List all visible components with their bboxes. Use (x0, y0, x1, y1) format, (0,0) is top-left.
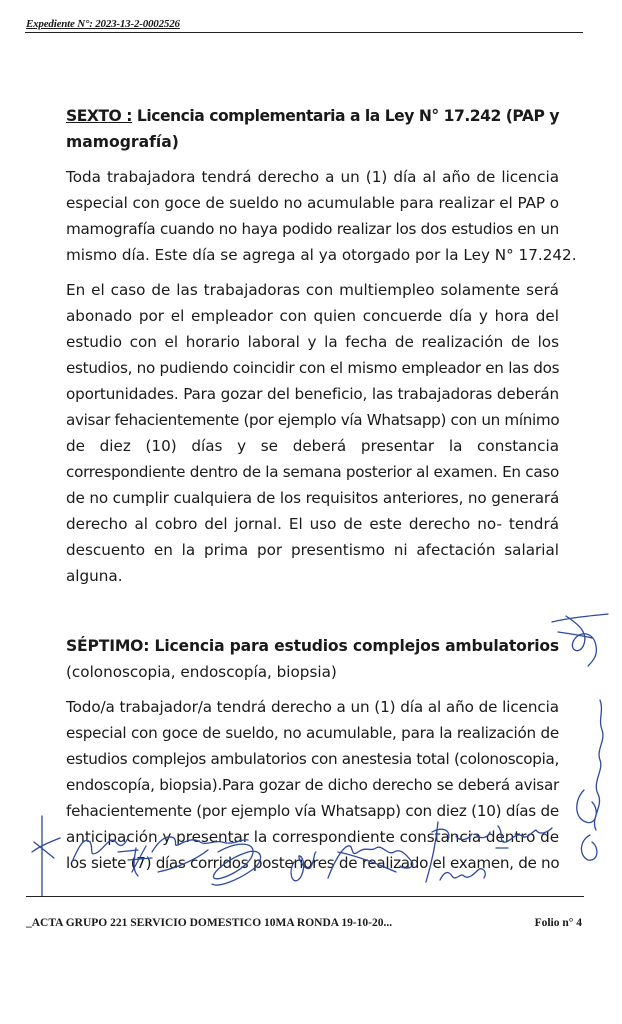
text-line: fehacientemente (por ejemplo vía Whatsapp) con diez (10) días de (66, 802, 559, 820)
text-line: especial con goce de sueldo no acumulable para realizar el PAP o (66, 194, 559, 212)
text-line: especial con goce de sueldo, no acumulable, para la realización de (66, 724, 559, 742)
signature-row (28, 812, 568, 896)
footer-divider (26, 896, 584, 897)
section-septimo-heading (66, 633, 559, 659)
folio-number: Folio n° 4 (534, 917, 582, 929)
text-line: de diez (10) días y se deberá presentar la constancia (66, 437, 559, 455)
text-line: estudios complejos ambulatorios con anestesia total (colonoscopia, (66, 750, 559, 768)
section-subtitle: (colonoscopia, endoscopía, biopsia) (66, 663, 337, 681)
paragraph (66, 277, 559, 589)
text-line: de no cumplir cualquiera de los requisitos anteriores, no generará (66, 489, 560, 507)
text-line: anticipación y presentar la correspondiente constancia dentro de (66, 828, 560, 846)
text-line: derecho al cobro del jornal. El uso de este derecho no- tendrá (66, 515, 559, 533)
text-line: descuento en la prima por presentismo ni afectación salarial (66, 541, 559, 559)
section-title: Licencia complementaria a la Ley N° 17.242 (PAP y (132, 107, 559, 125)
heading-line: mamografía) (66, 133, 179, 151)
section-label: SEXTO : (66, 107, 132, 125)
text-line: estudio con el horario laboral y la fecha de realización de los (66, 333, 559, 351)
text-line: mamografía cuando no haya podido realizar los dos estudios en un (66, 220, 559, 238)
text-line: correspondiente dentro de la semana posterior al examen. En caso (66, 463, 559, 481)
section-sexto-heading (66, 103, 559, 155)
text-line: mismo día. Este día se agrega al ya otorgado por la Ley N° 17.242. (66, 246, 577, 264)
text-line: los siete (7) días corridos posteriores de realizado el examen, de no (66, 854, 560, 872)
text-line: En el caso de las trabajadoras con multiempleo solamente será (66, 281, 559, 299)
text-line: oportunidades. Para gozar del beneficio, las trabajadoras deberán (66, 385, 559, 403)
expediente-number: Expediente N°: 2023-13-2-0002526 (26, 18, 180, 30)
signature-initials-right-margin (548, 612, 620, 668)
text-line: endoscopía, biopsia).Para gozar de dicho derecho se deberá avisar (66, 776, 559, 794)
text-line: abonado por el empleador con quien concuerde día y hora del (66, 307, 559, 325)
text-line: Toda trabajadora tendrá derecho a un (1) día al año de licencia (66, 168, 559, 186)
acta-label: _ACTA GRUPO 221 SERVICIO DOMESTICO 10MA RONDA 19-10-20... (26, 917, 393, 929)
heading-line: SÉPTIMO: Licencia para estudios complejos ambulatorios (66, 637, 559, 655)
heading-line (66, 103, 559, 129)
text-line: estudios, no pudiendo coincidir con el mismo empleador en las dos (66, 359, 560, 377)
text-line: alguna. (66, 567, 123, 585)
document-body (66, 103, 577, 876)
text-line: Todo/a trabajador/a tendrá derecho a un (1) día al año de licencia (66, 698, 559, 716)
signature-vertical-right-margin (570, 690, 620, 870)
text-line: avisar fehacientemente (por ejemplo vía Whatsapp) con un mínimo (66, 411, 560, 429)
page-header (25, 14, 583, 33)
paragraph (66, 164, 577, 268)
